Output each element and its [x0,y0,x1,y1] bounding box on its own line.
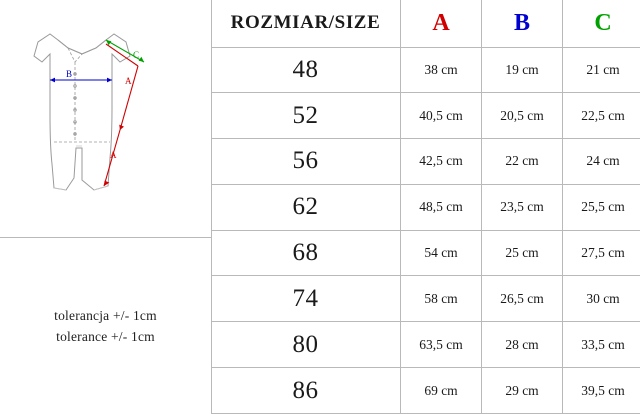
left-column [0,0,212,414]
cell-a: 40,5 cm [401,93,482,139]
table-row [211,276,640,322]
svg-text:A: A [110,150,117,160]
cell-b: 26,5 cm [482,276,563,322]
cell-a: 63,5 cm [401,322,482,368]
cell-c: 24 cm [563,139,640,185]
table-row [211,184,640,230]
cell-b: 22 cm [482,139,563,185]
cell-a: 69 cm [401,368,482,414]
cell-b: 19 cm [482,47,563,93]
cell-size: 80 [211,322,401,368]
table-row [211,93,640,139]
svg-text:C: C [133,50,140,60]
table-row [211,230,640,276]
table-row [211,322,640,368]
cell-size: 62 [211,184,401,230]
header-size: ROZMIAR/SIZE [211,0,401,47]
svg-text:B: B [66,69,73,79]
cell-a: 42,5 cm [401,139,482,185]
tolerance-line-en: tolerance +/- 1cm [56,329,155,344]
cell-c: 22,5 cm [563,93,640,139]
header-b: B [482,0,563,47]
romper-illustration [20,18,190,208]
cell-size: 56 [211,139,401,185]
garment-diagram [0,0,211,238]
cell-a: 54 cm [401,230,482,276]
table-row [211,368,640,414]
cell-size: 74 [211,276,401,322]
header-a: A [401,0,482,47]
table-row [211,47,640,93]
cell-b: 20,5 cm [482,93,563,139]
cell-size: 48 [211,47,401,93]
table-header-row [211,0,640,47]
cell-b: 25 cm [482,230,563,276]
cell-c: 33,5 cm [563,322,640,368]
size-table [211,0,640,414]
cell-a: 48,5 cm [401,184,482,230]
cell-size: 68 [211,230,401,276]
cell-a: 58 cm [401,276,482,322]
cell-c: 27,5 cm [563,230,640,276]
cell-size: 52 [211,93,401,139]
cell-b: 29 cm [482,368,563,414]
tolerance-line-pl: tolerancja +/- 1cm [54,308,157,323]
cell-c: 25,5 cm [563,184,640,230]
cell-c: 21 cm [563,47,640,93]
cell-c: 39,5 cm [563,368,640,414]
table-row [211,139,640,185]
cell-c: 30 cm [563,276,640,322]
cell-size: 86 [211,368,401,414]
cell-a: 38 cm [401,47,482,93]
cell-b: 28 cm [482,322,563,368]
cell-b: 23,5 cm [482,184,563,230]
svg-text:A: A [125,76,132,86]
header-c: C [563,0,640,47]
tolerance-note [0,238,211,414]
